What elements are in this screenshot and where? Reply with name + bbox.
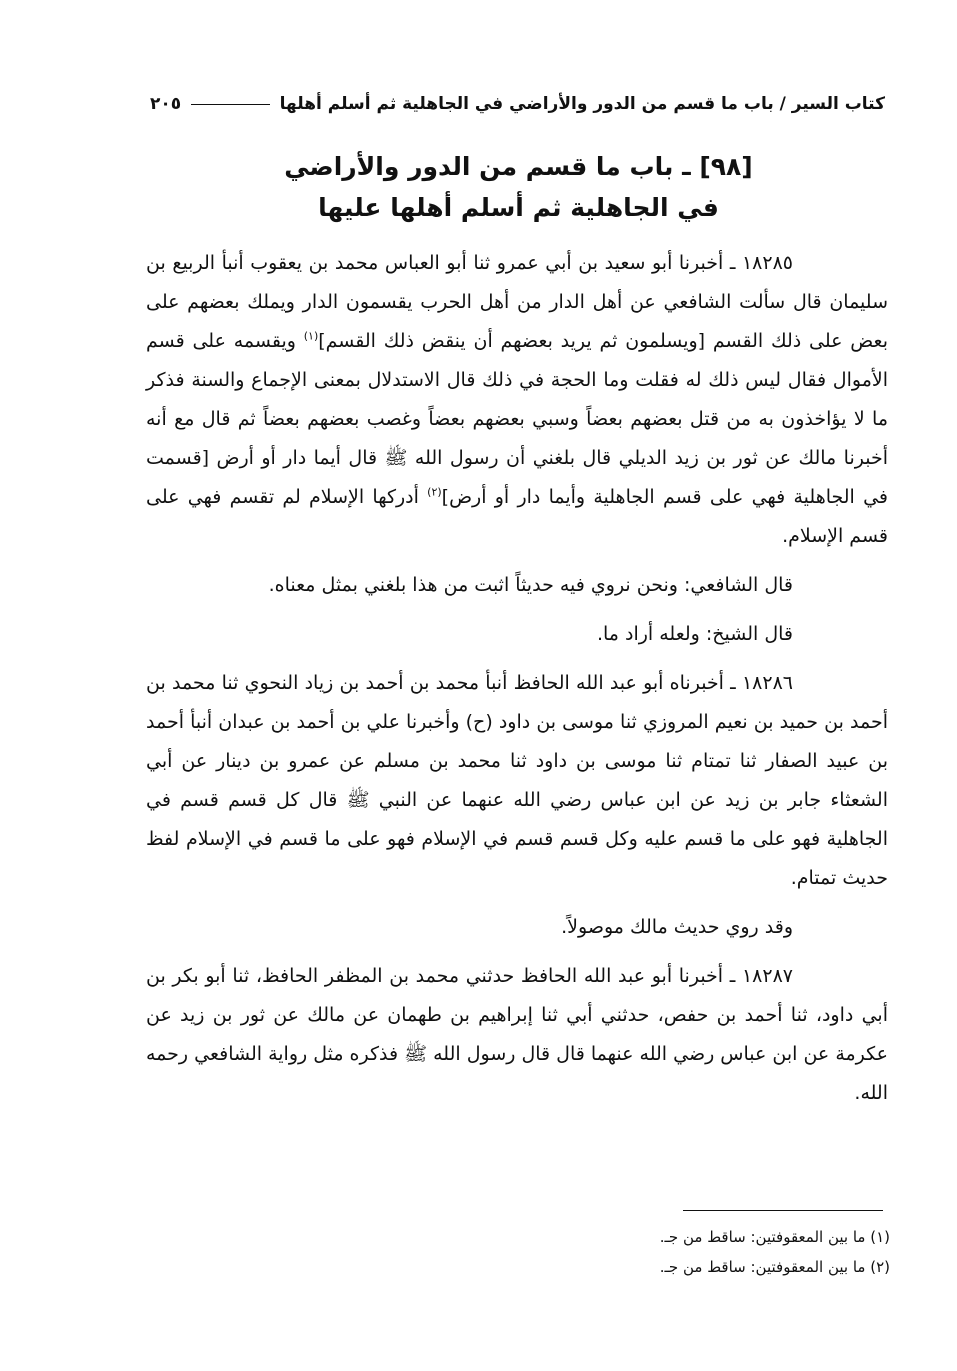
body-text [146, 244, 888, 1123]
paragraph-hadith-18286: ١٨٢٨٦ ـ أخبرناه أبو عبد الله الحافظ أنبأ محمد بن أحمد بن زياد النحوي ثنا محمد بن أحمد بن حميد بن نعيم المروزي ثنا موسى بن داود (ح) وأخبرنا علي بن أحمد بن عبدان أنبأ أحمد بن عبيد الصفار ثنا تمتام ثنا موسى بن داود ثنا محمد بن مسلم عن عمرو بن دينار عن أبي الشعثاء جابر بن زيد عن ابن عباس رضي الله عنهما عن النبي ﷺ قال كل قسم قسم في الجاهلية فهو على ما قسم عليه وكل قسم قسم في الإسلام فهو على ما قسم في الإسلام لفظ حديث تمتام. [146, 672, 888, 889]
paragraph-shaykh-comment: قال الشيخ: ولعله أراد ما. [596, 623, 793, 645]
paragraph-shafii-comment: قال الشافعي: ونحن نروي فيه حديثاً اثبت من هذا بلغني بمثل معناه. [268, 574, 793, 596]
chapter-title-line-2: في الجاهلية ثم أسلم أهلها عليها [318, 193, 719, 222]
chapter-title-line-1: [٩٨] ـ باب ما قسم من الدور والأراضي [284, 152, 753, 181]
paragraph-text: ١٨٢٨٥ ـ أخبرنا أبو سعيد بن أبي عمرو ثنا أبو العباس محمد بن يعقوب أنبأ الربيع بن سليمان قال سألت الشافعي عن أهل الدار من أهل الحرب يقسمون الدار ويملك بعضهم على بعض على ذلك القسم [ويسلمون ثم يريد بعضهم أن ينقض ذلك القسم] [146, 252, 888, 352]
paragraph-hadith-18287: ١٨٢٨٧ ـ أخبرنا أبو عبد الله الحافظ حدثني محمد بن المظفر الحافظ، ثنا أبو بكر بن أبي داود، ثنا أحمد بن حفص، حدثني أبي ثنا إبراهيم بن طهمان عن مالك عن ثور بن زيد عن عكرمة عن ابن عباس رضي الله عنهما قال قال رسول الله ﷺ فذكره مثل رواية الشافعي رحمه الله. [146, 965, 888, 1104]
footnote-2: (٢) ما بين المعقوفتين: ساقط من جـ. [659, 1258, 890, 1276]
header-title: كتاب السير / باب ما قسم من الدور والأراضي في الجاهلية ثم أسلم أهلها [279, 94, 885, 114]
paragraph-text: أدركها الإسلام لم تقسم فهي على قسم الإسلام. [146, 486, 888, 547]
paragraph-malik-note: وقد روي حديث مالك موصولاً. [561, 916, 793, 938]
running-header [150, 86, 885, 122]
footnotes [500, 1222, 890, 1282]
footnote-rule [683, 1210, 883, 1211]
header-rule [191, 104, 270, 105]
footnote-ref-2: (٢) [427, 485, 442, 499]
paragraph-text: ويقسمه على قسم الأموال فقال ليس ذلك له فقلت وما الحجة في ذلك قال الاستدلال بمعنى الإجماع والسنة فذكر ما لا يؤاخذون به من قتل بعضهم بعضاً وسبي بعضهم بعضاً وغصب بعضهم بعضاً ثم قال مع أنه أخبرنا مالك عن ثور بن زيد الديلي قال بلغني أن رسول الله ﷺ قال أيما دار أو أرض [قسمت في الجاهلية فهي على قسم الجاهلية وأيما دار أو أرض] [146, 330, 888, 508]
footnote-ref-1: (١) [303, 329, 319, 343]
paragraph-hadith-18285 [146, 244, 888, 556]
chapter-title [150, 146, 887, 228]
page-number: ٢٠٥ [150, 94, 182, 114]
footnote-1: (١) ما بين المعقوفتين: ساقط من جـ. [659, 1228, 890, 1246]
